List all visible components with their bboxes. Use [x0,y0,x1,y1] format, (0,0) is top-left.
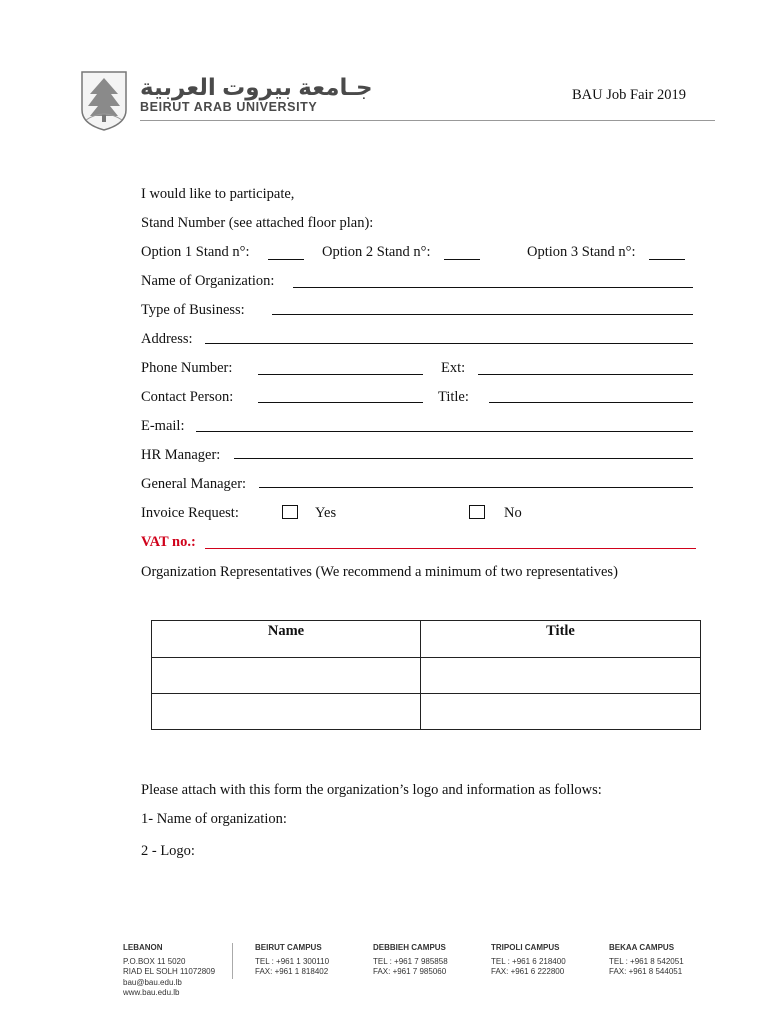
intro-text: I would like to participate, [141,186,295,202]
campus-heading: TRIPOLI CAMPUS [491,943,560,952]
campus-fax: FAX: +961 1 818402 [255,967,329,976]
footer-riad: RIAD EL SOLH 11072809 [123,967,216,976]
attach-item-2: 2 - Logo: [141,843,195,859]
header-divider [140,120,715,121]
general-manager-label: General Manager: [141,476,247,492]
representatives-table [151,620,701,730]
representatives-text: Organization Representatives (We recommend a minimum of two representatives) [141,564,618,580]
table-header-title: Title [421,621,701,658]
footer-email[interactable]: bau@bau.edu.lb [123,977,182,987]
stand-number-label: Stand Number (see attached floor plan): [141,215,374,231]
footer-debbieh-campus [373,943,448,978]
footer-lebanon-heading: LEBANON [123,943,163,952]
campus-tel: TEL : +961 1 300110 [255,956,330,966]
campus-fax: FAX: +961 8 544051 [609,967,683,976]
footer-tripoli-campus [491,943,566,978]
invoice-label: Invoice Request: [141,505,239,521]
hr-manager-input[interactable] [234,458,693,459]
org-name-input[interactable] [293,287,693,288]
option2-input[interactable] [444,259,480,260]
contact-label: Contact Person: [141,389,234,405]
table-row [152,694,701,730]
phone-input[interactable] [258,374,423,375]
table-header-name: Name [152,621,421,658]
ext-label: Ext: [441,360,466,376]
table-header-row [152,621,701,658]
rep2-name-cell[interactable] [152,694,421,730]
invoice-no-checkbox[interactable] [469,505,485,519]
option1-input[interactable] [268,259,304,260]
campus-fax: FAX: +961 6 222800 [491,967,565,976]
footer-bekaa-campus [609,943,684,978]
footer-pobox: P.O.BOX 11 5020 [123,956,186,966]
rep1-name-cell[interactable] [152,658,421,694]
title-input[interactable] [489,402,693,403]
campus-heading: BEKAA CAMPUS [609,943,675,952]
vat-label: VAT no.: [141,534,196,550]
footer-lebanon [123,943,215,999]
title-label: Title: [438,389,469,405]
option3-input[interactable] [649,259,685,260]
campus-heading: DEBBIEH CAMPUS [373,943,446,952]
business-type-input[interactable] [272,314,693,315]
hr-manager-label: HR Manager: [141,447,221,463]
campus-fax: FAX: +961 7 985060 [373,967,447,976]
email-label: E-mail: [141,418,185,434]
address-label: Address: [141,331,193,347]
option3-label: Option 3 Stand n°: [527,244,636,260]
cedar-tree-emblem-icon [80,70,128,132]
campus-tel: TEL : +961 7 985858 [373,956,448,966]
option1-label: Option 1 Stand n°: [141,244,250,260]
attach-intro: Please attach with this form the organization’s logo and information as follows: [141,782,602,798]
attach-item-1: 1- Name of organization: [141,811,287,827]
ext-input[interactable] [478,374,693,375]
rep1-title-cell[interactable] [421,658,701,694]
table-row [152,658,701,694]
footer-website[interactable]: www.bau.edu.lb [123,988,180,997]
footer-divider [232,943,233,979]
invoice-no-label: No [504,505,522,521]
invoice-yes-checkbox[interactable] [282,505,298,519]
campus-tel: TEL : +961 8 542051 [609,956,684,966]
logo-arabic-text: جـامعة بيروت العربية [140,74,373,100]
footer-beirut-campus [255,943,329,978]
address-input[interactable] [205,343,693,344]
vat-input[interactable] [205,548,696,549]
campus-heading: BEIRUT CAMPUS [255,943,322,952]
invoice-yes-label: Yes [315,505,337,521]
rep2-title-cell[interactable] [421,694,701,730]
page-title: BAU Job Fair 2019 [572,87,686,103]
phone-label: Phone Number: [141,360,233,376]
campus-tel: TEL : +961 6 218400 [491,956,566,966]
contact-input[interactable] [258,402,423,403]
org-name-label: Name of Organization: [141,273,275,289]
general-manager-input[interactable] [259,487,693,488]
logo-english-text: BEIRUT ARAB UNIVERSITY [140,100,318,114]
email-input[interactable] [196,431,693,432]
option2-label: Option 2 Stand n°: [322,244,431,260]
business-type-label: Type of Business: [141,302,245,318]
